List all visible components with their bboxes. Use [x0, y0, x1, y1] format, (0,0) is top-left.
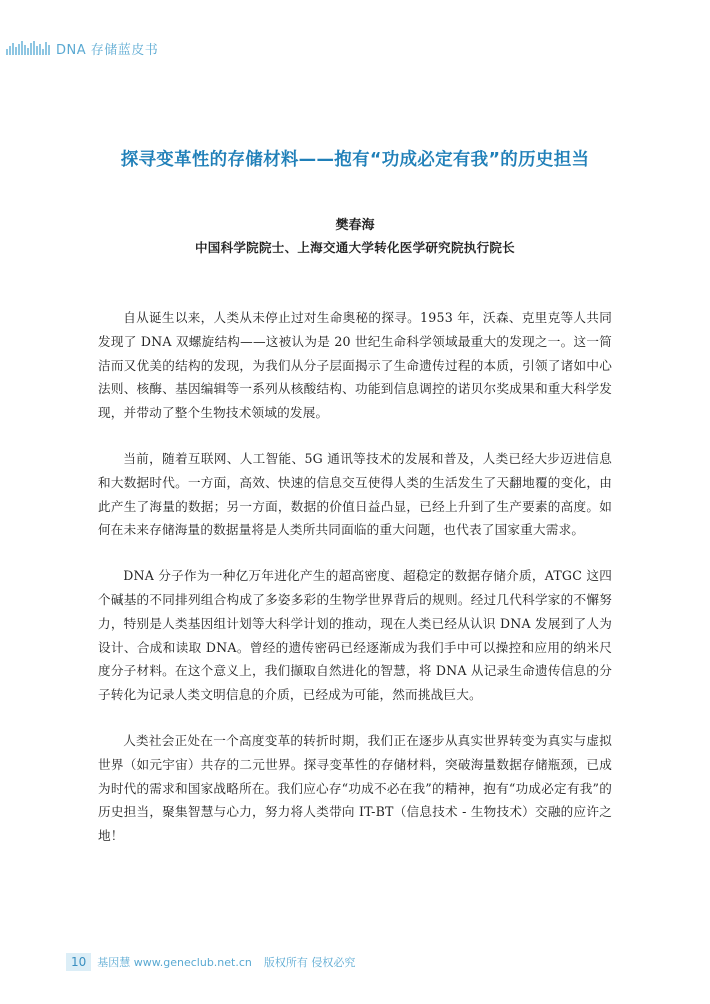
header-title: DNA 存储蓝皮书	[56, 42, 159, 58]
footer-rights: 版权所有 侵权必究	[263, 956, 356, 969]
header-bars-decoration	[6, 41, 50, 55]
body-paragraph: 自从诞生以来，人类从未停止过对生命奥秘的探寻。1953 年，沃森、克里克等人共同发现了 DNA 双螺旋结构——这被认为是 20 世纪生命科学领域最重大的发现之一。这一简洁而又优美的结构的发现，为我们从分子层面揭示了生命遗传过程的本质，引领了诸如中心法则、核酶、基因编辑等一系列从核酸结构、功能到信息调控的诺贝尔奖成果和重大科学发现，并带动了整个生物技术领域的发展。	[98, 310, 612, 421]
body-paragraph: DNA 分子作为一种亿万年进化产生的超高密度、超稳定的数据存储介质，ATGC 这四个碱基的不同排列组合构成了多姿多彩的生物学世界背后的规则。经过几代科学家的不懈努力，特别是人类基因组计划等大科学计划的推动，现在人类已经从认识 DNA 发展到了人为设计、合成和读取 DNA。曾经的遗传密码已经逐渐成为我们手中可以操控和应用的纳米尺度分子材料。在这个意义上，我们撷取自然进化的智慧，将 DNA 从记录生命遗传信息的分子转化为记录人类文明信息的介质，已经成为可能，然而挑战巨大。	[98, 568, 612, 703]
running-header	[6, 38, 158, 58]
footer-site: 基因慧 www.geneclub.net.cn	[97, 956, 252, 969]
article-title: 探寻变革性的存储材料——抱有“功成必定有我”的历史担当	[120, 150, 590, 170]
body-paragraph: 当前，随着互联网、人工智能、5G 通讯等技术的发展和普及，人类已经大步迈进信息和大数据时代。一方面，高效、快速的信息交互使得人类的生活发生了天翻地覆的变化，由此产生了海量的数据；另一方面，数据的价值日益凸显，已经上升到了生产要素的高度。如何在未来存储海量的数据量将是人类所共同面临的重大问题，也代表了国家重大需求。	[98, 450, 612, 538]
article-author: 樊春海	[335, 218, 375, 233]
body-paragraph: 人类社会正处在一个高度变革的转折时期，我们正在逐步从真实世界转变为真实与虚拟世界（如元宇宙）共存的二元世界。探寻变革性的存储材料，突破海量数据存储瓶颈，已成为时代的需求和国家战略所在。我们应心存“功成不必在我”的精神，抱有“功成必定有我”的历史担当，聚集智慧与心力，努力将人类带向 IT-BT（信息技术 - 生物技术）交融的应许之地！	[98, 732, 612, 844]
article-body	[98, 306, 612, 870]
page-number: 10	[66, 953, 91, 971]
author-affiliation: 中国科学院院士、上海交通大学转化医学研究院执行院长	[194, 240, 515, 255]
page-footer	[66, 953, 355, 971]
